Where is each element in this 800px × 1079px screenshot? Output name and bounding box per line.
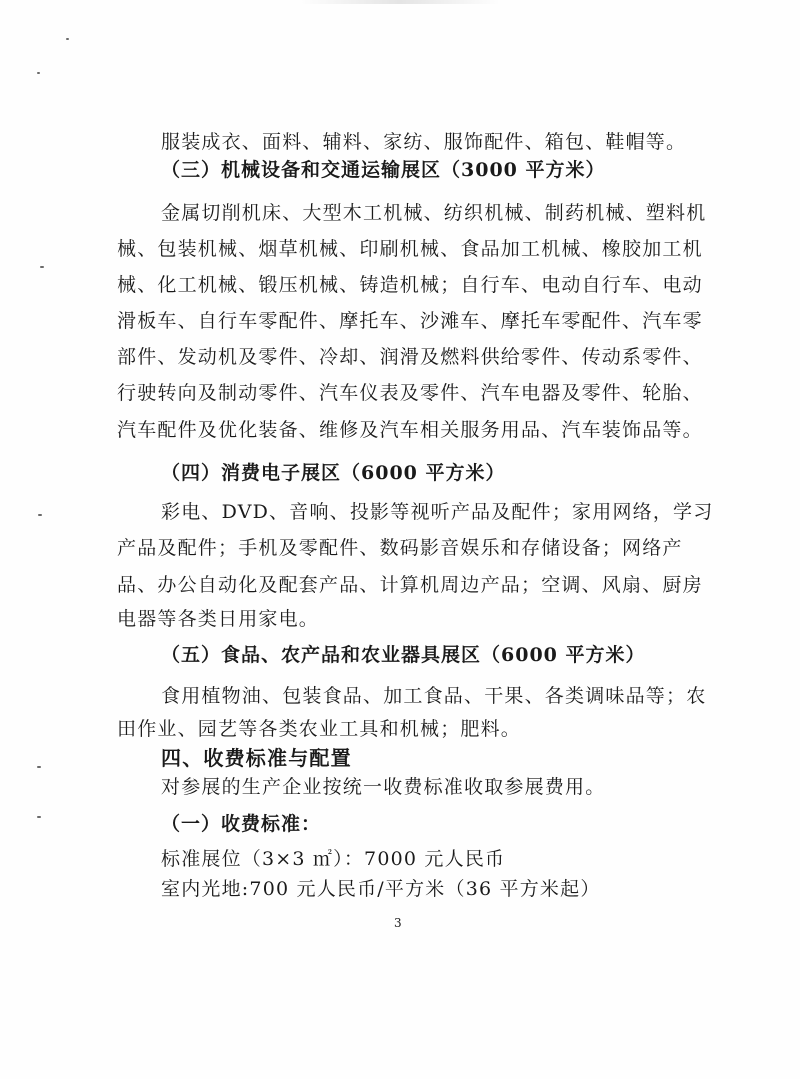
paragraph-line: 械、化工机械、锻压机械、铸造机械；自行车、电动自行车、电动 <box>117 274 703 296</box>
paragraph-line: 滑板车、自行车零配件、摩托车、沙滩车、摩托车零配件、汽车零 <box>117 310 703 332</box>
paragraph-line: 服装成衣、面料、辅料、家纺、服饰配件、箱包、鞋帽等。 <box>161 131 687 153</box>
section-heading-electronics: （四）消费电子展区（6000 平方米） <box>161 462 506 484</box>
paragraph-line: 对参展的生产企业按统一收费标准收取参展费用。 <box>161 776 606 798</box>
scan-speck <box>66 38 69 40</box>
paragraph-line: 行驶转向及制动零件、汽车仪表及零件、汽车电器及零件、轮胎、 <box>117 382 703 404</box>
scan-speck <box>38 514 42 516</box>
paragraph-line: 彩电、DVD、音响、投影等视听产品及配件；家用网络，学习 <box>161 501 714 523</box>
section-title-fees: 四、收费标准与配置 <box>161 746 352 770</box>
section-heading-machinery: （三）机械设备和交通运输展区（3000 平方米） <box>161 159 606 181</box>
fee-line-raw-space: 室内光地:700 元人民币/平方米（36 平方米起） <box>161 878 601 900</box>
section-heading-food: （五）食品、农产品和农业器具展区（6000 平方米） <box>161 644 646 666</box>
paragraph-line: 产品及配件；手机及零配件、数码影音娱乐和存储设备；网络产 <box>117 537 683 559</box>
paragraph-line: 品、办公自动化及配套产品、计算机周边产品；空调、风扇、厨房 <box>117 574 703 596</box>
paragraph-line: 田作业、园艺等各类农业工具和机械；肥料。 <box>117 718 522 740</box>
scan-speck <box>40 266 44 268</box>
scan-speck <box>37 816 41 818</box>
paragraph-line: 金属切削机床、大型木工机械、纺织机械、制药机械、塑料机 <box>161 202 707 224</box>
paragraph-line: 食用植物油、包装食品、加工食品、干果、各类调味品等；农 <box>161 685 707 707</box>
subsection-heading-fee-standard: （一）收费标准： <box>161 813 322 835</box>
paragraph-line: 电器等各类日用家电。 <box>117 608 320 630</box>
page-number: 3 <box>394 916 402 930</box>
scan-speck <box>37 766 41 768</box>
fee-line-standard-booth: 标准展位（3×3 ㎡）：7000 元人民币 <box>161 848 506 870</box>
paragraph-line: 械、包装机械、烟草机械、印刷机械、食品加工机械、橡胶加工机 <box>117 238 703 260</box>
paragraph-line: 部件、发动机及零件、冷却、润滑及燃料供给零件、传动系零件、 <box>117 346 703 368</box>
scan-speck <box>37 72 40 74</box>
scan-artifact <box>300 0 500 4</box>
paragraph-line: 汽车配件及优化装备、维修及汽车相关服务用品、汽车装饰品等。 <box>117 419 703 441</box>
